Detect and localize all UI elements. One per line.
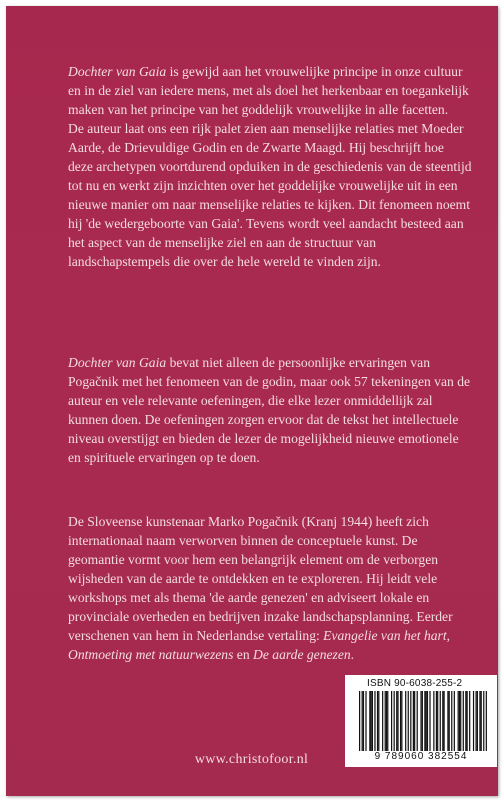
barcode-digits: 9 789060 382554 [374,751,468,762]
barcode-icon [359,691,487,751]
author-bio-paragraph [68,512,472,664]
description-paragraph-2 [68,353,472,467]
description-paragraph-1 [68,62,472,271]
intro-rest: is gewijd aan het vrouwelijke principe in onze cultuur en in de ziel van iedere mens, met als doel het herkenbaar en toegankelijk maken van het principe van het goddelijk vrouwelijke in alle facetten. [68,64,469,117]
book-title: Dochter van Gaia [68,64,167,79]
publisher-website: www.christofoor.nl [194,752,309,767]
intro-text [68,62,472,119]
contents-text: bevat niet alleen de persoonlijke ervaringen van Pogačnik met het fenomeen van de godin, maar ook 57 tekeningen van de auteur en vele relevante oefeningen, die elke lezer onmiddellijk zal kunnen doen. De oefeningen zorgen ervoor dat de tekst het intellectuele niveau overstijgt en bieden de lezer de mogelijkheid nieuwe emotionele en spirituele ervaringen op te doen. [68,355,471,465]
previous-book-3: De aarde genezen [253,647,351,662]
author-palette-text: De auteur laat ons een rijk palet zien aan menselijke relaties met Moeder Aarde, de Drievuldige Godin en de Zwarte Maagd. Hij beschrijft hoe deze archetypen voortdurend opduiken in de geschiedenis van de steentijd tot nu en werkt zijn inzichten over het goddelijke vrouwelijke uit in een nieuwe manier om naar menselijke relaties te kijken. Dit fenomeen noemt hij 'de wedergeboorte van Gaia'. Tevens wordt veel aandacht besteed aan het aspect van de menselijke ziel en aan de structuur van landschapstempels die over de hele wereld te vinden zijn. [68,121,472,269]
separator-1: , [446,628,451,643]
author-bio-text: De Sloveense kunstenaar Marko Pogačnik (Kranj 1944) heeft zich internationaal naam verworven binnen de conceptuele kunst. De geomantie vormt voor hem een belangrijk element om de verborgen wijsheden van de aarde te ontdekken en te exploreren. Hij leidt vele workshops met als thema 'de aarde genezen' en adviseert lokale en provinciale overheden en bedrijven inzake landschapsplanning. Eerder verschenen van hem in Nederlandse vertaling: [68,514,453,643]
period: . [350,647,355,662]
isbn-label: ISBN 90-6038-255-2 [367,678,463,689]
previous-book-1: Evangelie van het hart [323,628,447,643]
separator-2: en [233,647,254,662]
book-title-2: Dochter van Gaia [68,355,167,370]
previous-book-2: Ontmoeting met natuurwezens [68,647,234,662]
